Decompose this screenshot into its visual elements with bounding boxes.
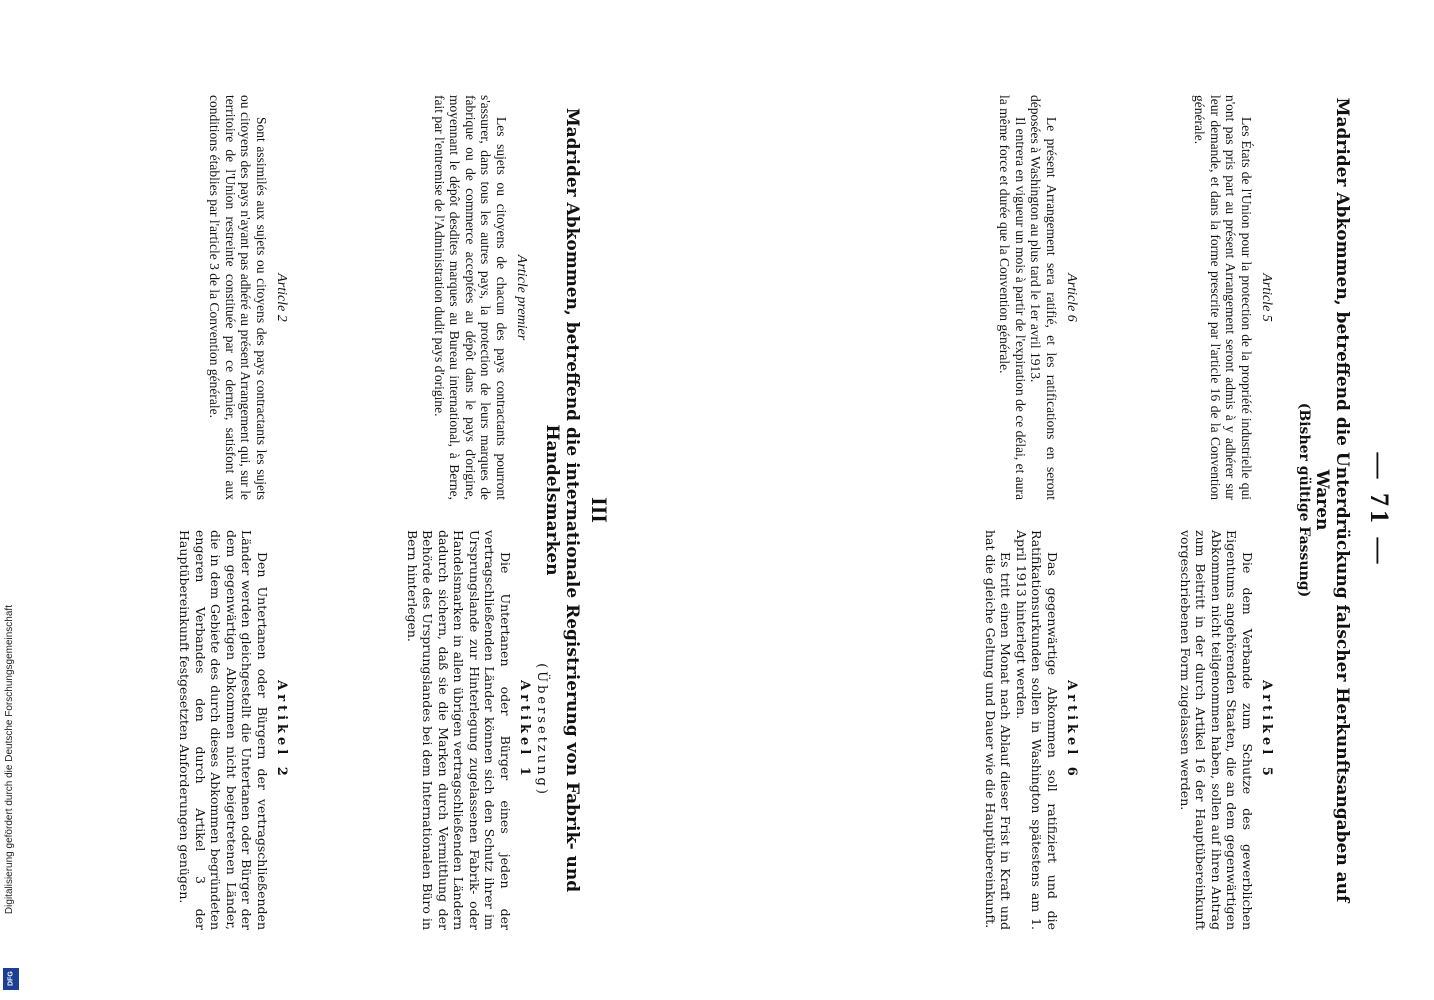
article-5-fr — [1192, 95, 1274, 500]
article-1-fr-title: Article premier — [514, 254, 529, 341]
article-2-de-text: Den Untertanen oder Bürgern der vertragschließenden Länder werden gleichgestellt die Untertanen oder Bürger der dem gegenwärtigen Abkommen nicht beigetretenen Länder, die in dem Gebiete des durch dieses Abkommen begründeten engeren Verbandes den durch Artikel 3 der Hauptübereinkunft festgesetzten Anforderungen genügen. — [177, 530, 270, 930]
article-2-de — [177, 530, 289, 930]
article-2-fr — [207, 95, 289, 500]
article-5-de-title: Artikel 5 — [1259, 680, 1274, 780]
article-5-fr-text: Les États de l'Union pour la protection de la propriété industrielle qui n'ont pas pris part au présent Arrangement seront admis à y adhérer sur leur demande, et dans la forme prescrite par l'article 16 de la Convention générale. — [1192, 95, 1254, 500]
funding-credit: Digitalisierung gefördert durch die Deutsche Forschungsgemeinschaft — [4, 605, 15, 915]
article-1-de-translation-note: (Übersetzung) — [534, 663, 549, 797]
article-2-fr-text: Sont assimilés aux sujets ou citoyens des pays contractants les sujets ou citoyens des pays n'ayant pas adhéré au présent Arrangement qui, sur le territoire de l'Union restreinte constituée par ce dernier, satisfont aux conditions établies par l'article 3 de la Convention générale. — [207, 95, 269, 500]
article-6-fr — [997, 95, 1079, 500]
article-1-de-text: Die Untertanen oder Bürger eines jeden der vertragschließenden Länder können sich den Schutz ihrer im Ursprungslande zur Hinterlegung zugelassenen Fabrik- oder Handelsmarken in allen übrigen vertragschließenden Ländern dadurch sichern, daß sie die Marken durch Vermittlung der Behörde des Ursprungslandes bei dem Internationalen Büro in Bern hinterlegen. — [405, 530, 513, 930]
article-6-fr-title: Article 6 — [1064, 273, 1079, 322]
article-1-fr — [432, 95, 530, 500]
page-number: — 71 — — [1365, 452, 1394, 568]
article-6-fr-text-2: Il entrera en vigueur un mois à partir de l'expiration de ce délai, et aura la même force et durée que la Convention générale. — [997, 95, 1028, 500]
article-5-de-text: Die dem Verbande zum Schutze des gewerblichen Eigentums angehörenden Staaten, die an dem gegenwärtigen Abkommen nicht teilgenommen haben, sollen auf ihren Antrag zum Beitritt in der durch Artikel 16 der Hauptübereinkunft vorgeschriebenen Form zugelassen werden. — [1178, 530, 1255, 930]
article-5-fr-title: Article 5 — [1259, 273, 1274, 322]
article-1-fr-text: Les sujets ou citoyens de chacun des pays contractants pourront s'assurer, dans tous les autres pays, la protection de leurs marques de fabrique ou de commerce acceptées au dépôt dans le pays d'origine, moyennant le dépôt desdites marques au Bureau international, à Berne, fait par l'entremise de l'Administration dudit pays d'origine. — [432, 95, 509, 500]
article-1-de-title: Artikel 1 — [517, 680, 532, 780]
section-heading-markenregistrierung: Madrider Abkommen, betreffend die internationale Registrierung von Fabrik- und Handelsmarken — [542, 107, 582, 893]
article-6-de-text-2: Es tritt einen Monat nach Ablauf dieser Frist in Kraft und hat die gleiche Geltung und Dauer wie die Hauptübereinkunft. — [983, 530, 1014, 930]
article-6-de-text-1: Das gegenwärtige Abkommen soll ratifiziert und die Ratifikationsurkunden sollen in Washington spätestens am 1. April 1913 hinterlegt werden. — [1014, 530, 1060, 930]
section-subheading: (Bisher gültige Fassung) — [1296, 402, 1312, 598]
dfg-logo: DFG — [3, 968, 19, 990]
article-6-fr-text-1: Le présent Arrangement sera ratifié, et les ratifications en seront déposées à Washington au plus tard le 1er avril 1913. — [1028, 95, 1059, 500]
article-2-fr-title: Article 2 — [274, 273, 289, 322]
article-5-de — [1178, 530, 1275, 930]
article-6-de-title: Artikel 6 — [1064, 680, 1079, 780]
article-1-de — [405, 530, 550, 930]
section-heading-herkunftsangaben: Madrider Abkommen, betreffend die Unterdrückung falscher Herkunftsangaben auf Waren — [1312, 97, 1352, 903]
article-2-de-title: Artikel 2 — [274, 680, 289, 780]
article-6-de — [983, 530, 1080, 930]
section-roman-numeral: III — [587, 497, 612, 523]
